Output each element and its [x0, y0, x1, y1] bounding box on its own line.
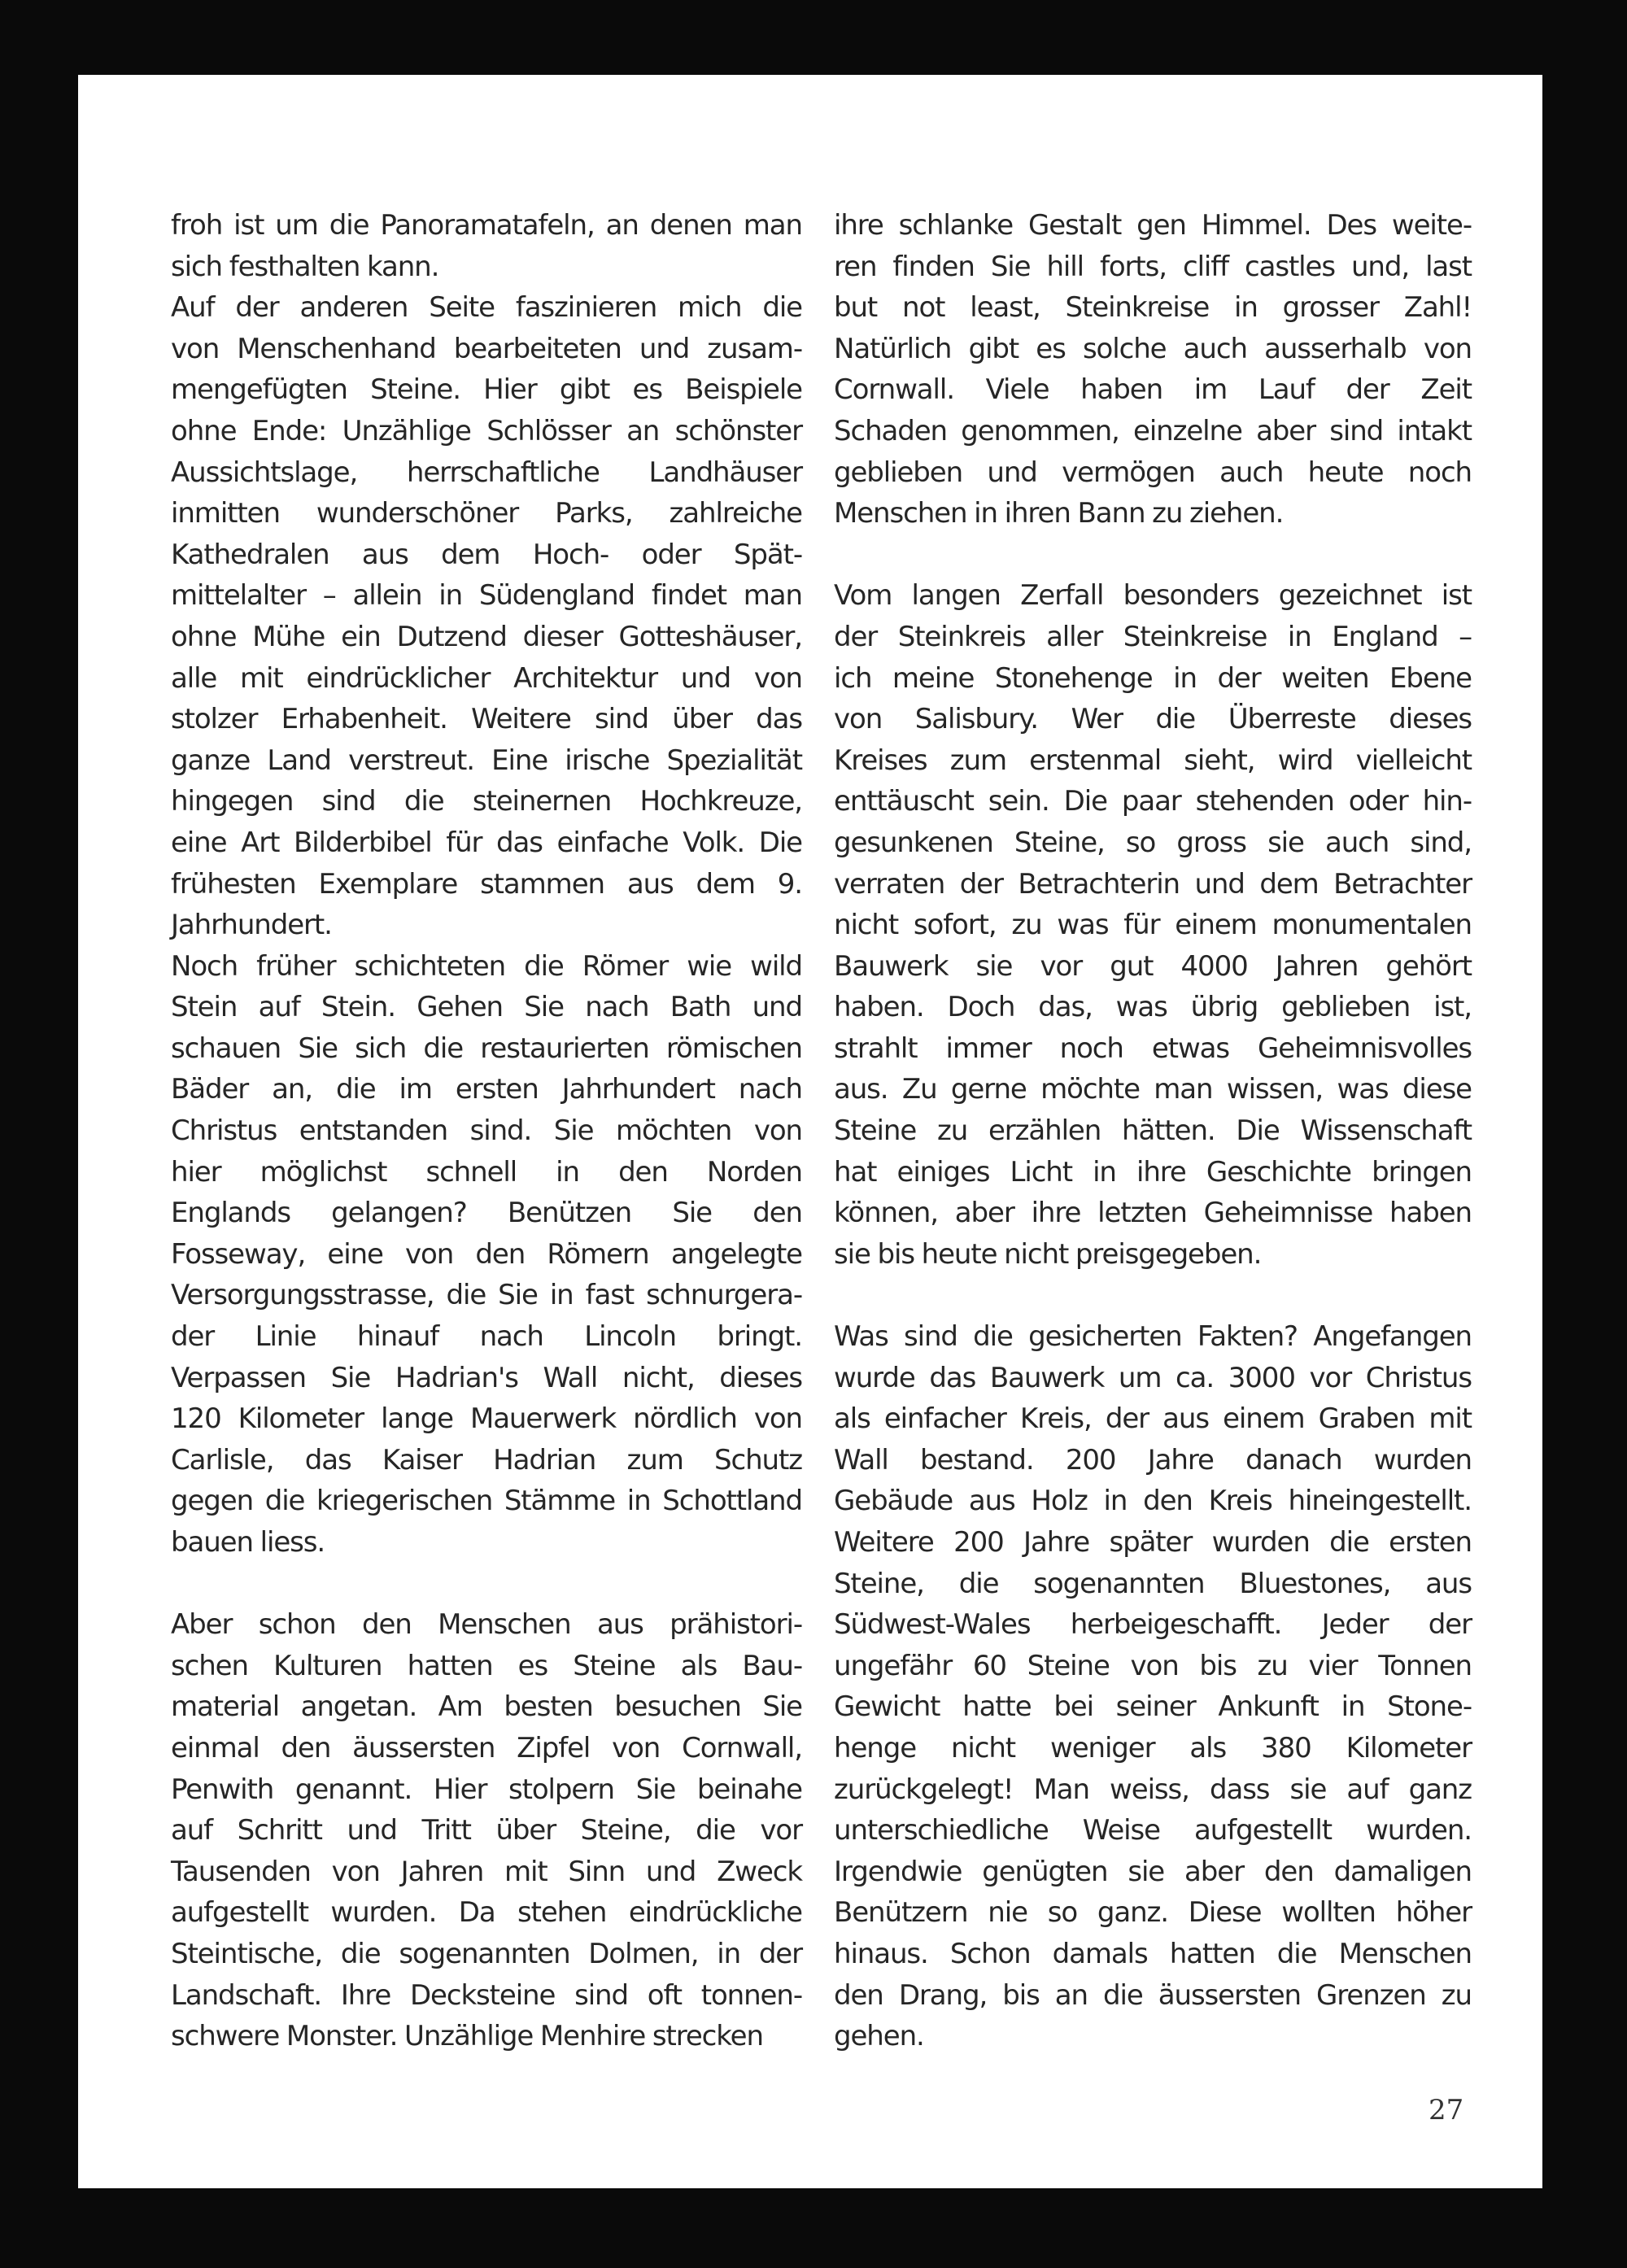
text-line: Was sind die gesicherten Fakten? Angefangen: [834, 1320, 1472, 1354]
text-line: Weitere 200 Jahre später wurden die ersten: [834, 1526, 1472, 1559]
text-line: Fosseway, eine von den Römern angelegte: [171, 1237, 802, 1271]
text-line: den Drang, bis an die äussersten Grenzen zu: [834, 1978, 1472, 2012]
text-line: hingegen sind die steinernen Hochkreuze,: [171, 785, 802, 818]
paragraph-gap: [834, 534, 1472, 576]
text-line: schauen Sie sich die restaurierten römischen: [171, 1032, 802, 1065]
text-line: Penwith genannt. Hier stolpern Sie beinahe: [171, 1773, 802, 1806]
text-line: Steine, die sogenannten Bluestones, aus: [834, 1567, 1472, 1600]
text-line: frühesten Exemplare stammen aus dem 9.: [171, 867, 802, 901]
text-line: ich meine Stonehenge in der weiten Ebene: [834, 661, 1472, 695]
text-line: enttäuscht sein. Die paar stehenden oder hin-: [834, 785, 1472, 818]
text-line: Aber schon den Menschen aus prähistori-: [171, 1608, 802, 1642]
text-line: gehen.: [834, 2020, 924, 2053]
text-line: Südwest-Wales herbeigeschafft. Jeder der: [834, 1608, 1472, 1642]
text-line: ohne Mühe ein Dutzend dieser Gotteshäuser,: [171, 620, 802, 653]
text-line: schen Kulturen hatten es Steine als Bau-: [171, 1649, 802, 1682]
text-line: stolzer Erhabenheit. Weitere sind über das: [171, 703, 802, 736]
text-line: ganze Land verstreut. Eine irische Spezialität: [171, 744, 802, 777]
text-line: von Menschenhand bearbeiteten und zusam-: [171, 332, 802, 365]
text-line: sich festhalten kann.: [171, 250, 439, 283]
text-line: Cornwall. Viele haben im Lauf der Zeit: [834, 373, 1472, 407]
paragraph-gap: [834, 1275, 1472, 1316]
text-line: schwere Monster. Unzählige Menhire strecken: [171, 2020, 763, 2053]
text-line: geblieben und vermögen auch heute noch: [834, 456, 1472, 489]
text-line: können, aber ihre letzten Geheimnisse haben: [834, 1197, 1472, 1230]
text-line: unterschiedliche Weise aufgestellt wurden.: [834, 1814, 1472, 1847]
text-line: Vom langen Zerfall besonders gezeichnet ist: [834, 579, 1472, 613]
text-line: als einfacher Kreis, der aus einem Graben mit: [834, 1402, 1472, 1436]
text-line: Tausenden von Jahren mit Sinn und Zweck: [171, 1855, 802, 1888]
text-line: hier möglichst schnell in den Norden: [171, 1155, 802, 1189]
text-line: zurückgelegt! Man weiss, dass sie auf ganz: [834, 1773, 1472, 1806]
text-line: aus. Zu gerne möchte man wissen, was diese: [834, 1073, 1472, 1106]
text-line: ohne Ende: Unzählige Schlösser an schönster: [171, 414, 802, 447]
text-line: aufgestellt wurden. Da stehen eindrückliche: [171, 1896, 802, 1930]
text-line: Jahrhundert.: [171, 909, 332, 942]
text-line: Kathedralen aus dem Hoch- oder Spät-: [171, 538, 802, 571]
book-page: [78, 75, 1542, 2188]
text-line: alle mit eindrücklicher Architektur und von: [171, 661, 802, 695]
text-line: but not least, Steinkreise in grosser Zahl!: [834, 291, 1472, 325]
text-line: strahlt immer noch etwas Geheimnisvolles: [834, 1032, 1472, 1065]
text-line: Carlisle, das Kaiser Hadrian zum Schutz: [171, 1443, 802, 1476]
text-line: Stein auf Stein. Gehen Sie nach Bath und: [171, 991, 802, 1024]
text-line: Aussichtslage, herrschaftliche Landhäuser: [171, 456, 802, 489]
text-line: Wall bestand. 200 Jahre danach wurden: [834, 1443, 1472, 1476]
text-line: Noch früher schichteten die Römer wie wild: [171, 949, 802, 983]
text-line: Kreises zum erstenmal sieht, wird vielleicht: [834, 744, 1472, 777]
text-line: verraten der Betrachterin und dem Betrachter: [834, 867, 1472, 901]
text-line: der Steinkreis aller Steinkreise in England –: [834, 620, 1472, 653]
text-line: sie bis heute nicht preisgegeben.: [834, 1237, 1262, 1271]
text-line: ungefähr 60 Steine von bis zu vier Tonnen: [834, 1649, 1472, 1682]
text-line: einmal den äussersten Zipfel von Cornwall,: [171, 1731, 802, 1764]
text-line: Gewicht hatte bei seiner Ankunft in Stone-: [834, 1690, 1472, 1724]
text-line: 120 Kilometer lange Mauerwerk nördlich von: [171, 1402, 802, 1436]
text-line: Schaden genommen, einzelne aber sind intakt: [834, 414, 1472, 447]
text-line: Versorgungsstrasse, die Sie in fast schnurgera-: [171, 1279, 802, 1312]
text-line: mengefügten Steine. Hier gibt es Beispiele: [171, 373, 802, 407]
text-line: hat einiges Licht in ihre Geschichte bringen: [834, 1155, 1472, 1189]
text-line: Bauwerk sie vor gut 4000 Jahren gehört: [834, 949, 1472, 983]
text-line: Landschaft. Ihre Decksteine sind oft tonnen-: [171, 1978, 802, 2012]
text-line: mittelalter – allein in Südengland findet man: [171, 579, 802, 613]
text-line: material angetan. Am besten besuchen Sie: [171, 1690, 802, 1724]
text-line: Steintische, die sogenannten Dolmen, in der: [171, 1937, 802, 1970]
text-line: Bäder an, die im ersten Jahrhundert nach: [171, 1073, 802, 1106]
text-line: inmitten wunderschöner Parks, zahlreiche: [171, 497, 802, 530]
text-line: froh ist um die Panoramatafeln, an denen man: [171, 209, 802, 242]
text-line: nicht sofort, zu was für einem monumentalen: [834, 909, 1472, 942]
text-line: Steine zu erzählen hätten. Die Wissenschaft: [834, 1114, 1472, 1148]
right-text-column: [834, 205, 1472, 2057]
text-line: haben. Doch das, was übrig geblieben ist,: [834, 991, 1472, 1024]
text-line: eine Art Bilderbibel für das einfache Volk. Die: [171, 826, 802, 859]
text-line: der Linie hinauf nach Lincoln bringt.: [171, 1320, 802, 1354]
text-line: gegen die kriegerischen Stämme in Schottland: [171, 1485, 802, 1518]
text-line: Englands gelangen? Benützen Sie den: [171, 1197, 802, 1230]
text-line: Christus entstanden sind. Sie möchten von: [171, 1114, 802, 1148]
text-line: Gebäude aus Holz in den Kreis hineingestellt.: [834, 1485, 1472, 1518]
text-line: ihre schlanke Gestalt gen Himmel. Des weite-: [834, 209, 1472, 242]
text-line: von Salisbury. Wer die Überreste dieses: [834, 703, 1472, 736]
text-line: bauen liess.: [171, 1526, 325, 1559]
text-line: auf Schritt und Tritt über Steine, die vor: [171, 1814, 802, 1847]
text-line: Benützern nie so ganz. Diese wollten höher: [834, 1896, 1472, 1930]
left-text-column: [171, 205, 802, 2057]
text-line: Menschen in ihren Bann zu ziehen.: [834, 497, 1284, 530]
text-line: hinaus. Schon damals hatten die Menschen: [834, 1937, 1472, 1970]
text-line: gesunkenen Steine, so gross sie auch sind,: [834, 826, 1472, 859]
text-line: Auf der anderen Seite faszinieren mich die: [171, 291, 802, 325]
paragraph-gap: [171, 1564, 802, 1605]
text-line: Irgendwie genügten sie aber den damaligen: [834, 1855, 1472, 1888]
text-line: henge nicht weniger als 380 Kilometer: [834, 1731, 1472, 1764]
page-number: 27: [1429, 2094, 1464, 2126]
text-line: Verpassen Sie Hadrian's Wall nicht, dieses: [171, 1361, 802, 1394]
text-line: ren finden Sie hill forts, cliff castles und, last: [834, 250, 1472, 283]
text-line: wurde das Bauwerk um ca. 3000 vor Christus: [834, 1361, 1472, 1394]
text-line: Natürlich gibt es solche auch ausserhalb von: [834, 332, 1472, 365]
